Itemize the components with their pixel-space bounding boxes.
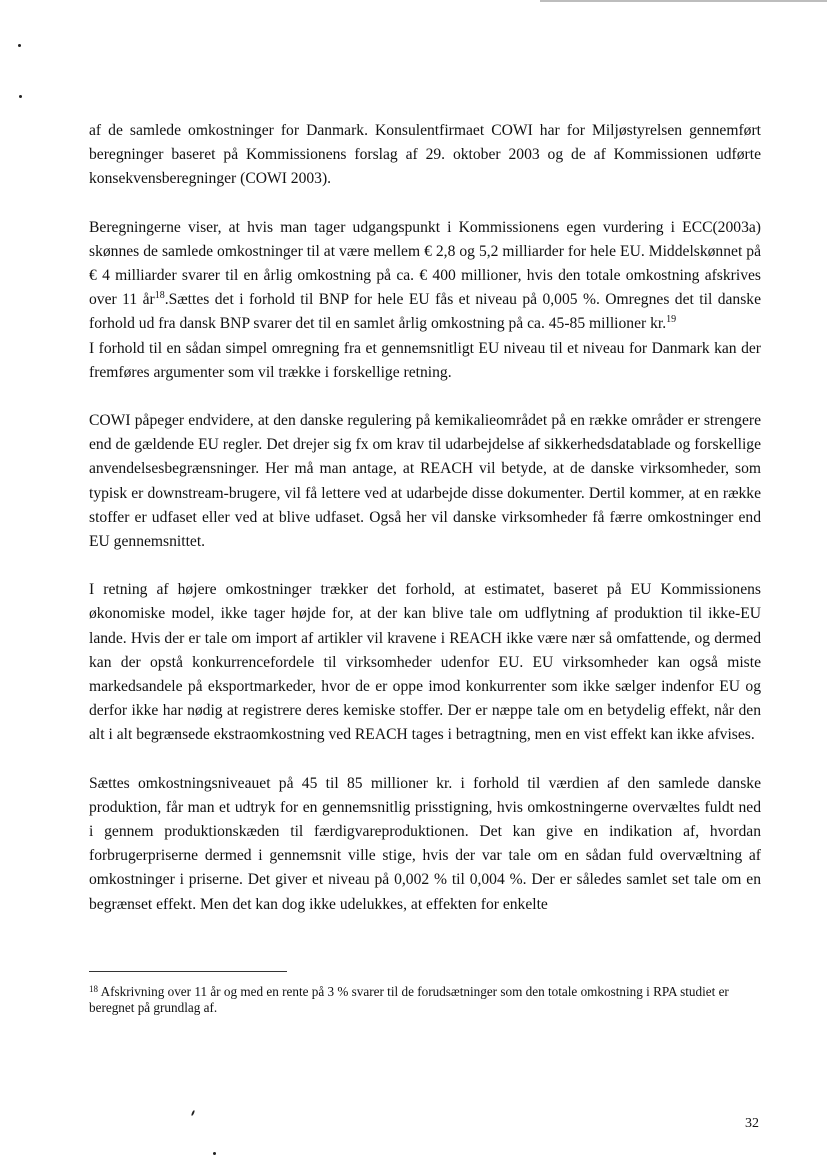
paragraph: COWI påpeger endvidere, at den danske regulering på kemikalieområdet på en række områder er strengere end de gældende EU regler. Det drejer sig fx om krav til udarbejdelse af sikkerhedsdatablade og forskellige anvendelsesbegrænsninger. Her må man antage, at REACH vil betyde, at de danske virksomheder, som typisk er downstream-brugere, vil få lettere ved at udarbejde disse dokumenter. Dertil kommer, at en række stoffer er udfaset eller ved at blive udfaset. Også her vil danske virksomheder få færre omkostninger end EU gennemsnittet. — [89, 412, 761, 551]
footnote-text: Afskrivning over 11 år og med en rente på 3 % svarer til de forudsætninger som den totale omkostning i RPA studiet er beregnet på grundlag af. — [89, 984, 729, 1016]
paragraph: I forhold til en sådan simpel omregning fra et gennemsnitligt EU niveau til et niveau for Danmark kan der fremføres argumenter som vil trække i forskellige retning. — [89, 339, 761, 381]
footnote — [89, 984, 761, 1017]
paragraph: I retning af højere omkostninger trækker det forhold, at estimatet, baseret på EU Kommissionens økonomiske model, ikke tager højde for, at der kan blive tale om udflytning af produktion til ikke-EU lande. Hvis der er tale om import af artikler vil kravene i REACH ikke være nær så omfattende, og dermed kan der opstå konkurrencefordele til virksomheder udenfor EU. EU virksomheder kan også miste markedsandele på eksportmarkeder, hvor de er oppe imod konkurrenter som ikke sælger indenfor EU og derfor ikke har nødig at registrere deres kemiske stoffer. Der er næppe tale om en betydelig effekt, når den alt i alt begrænsede ekstraomkostning ved REACH tages i betragtning, men en vist effekt kan ikke afvises. — [89, 581, 761, 744]
footnote-divider — [89, 971, 287, 972]
footnote-number: 18 — [89, 984, 98, 994]
paragraph-text: Beregningerne viser, at hvis man tager udgangspunkt i Kommissionens egen vurdering i ECC(2003a) skønnes de samlede omkostninger til at være mellem € 2,8 og 5,2 milliarder for hele EU. Middelskønnet på € 4 milliarder svarer til en årlig omkostning på ca. € 400 millioner, hvis den totale omkostning afskrives over 11 år — [89, 218, 761, 309]
paragraph — [89, 216, 761, 337]
paragraph: af de samlede omkostninger for Danmark. Konsulentfirmaet COWI har for Miljøstyrelsen gennemført beregninger baseret på Kommissionens forslag af 29. oktober 2003 og de af Kommissionen udførte konsekvensberegninger (COWI 2003). — [89, 122, 761, 188]
scan-speck — [191, 1110, 195, 1116]
page-number: 32 — [745, 1116, 759, 1131]
paragraph-text: .Sættes det i forhold til BNP for hele EU fås et niveau på 0,005 %. Omregnes det til danske forhold ud fra dansk BNP svarer det til en samlet årlig omkostning på ca. 45-85 millioner kr. — [89, 291, 761, 333]
document-body — [89, 119, 761, 917]
scan-speck — [213, 1152, 216, 1155]
scan-speck — [19, 95, 22, 98]
paragraph: Sættes omkostningsniveauet på 45 til 85 millioner kr. i forhold til værdien af den samlede danske produktion, får man et udtryk for en gennemsnitlig prisstigning, hvis omkostningerne overvæltes fuldt ned i gennem produktionskæden til færdigvareproduktionen. Det kan give en indikation af, hvordan forbrugerpriserne dermed i gennemsnit ville stige, hvis der var tale om en sådan fuld overvæltning af omkostninger i priserne. Det giver et niveau på 0,002 % til 0,004 %. Der er således samlet set tale om en begrænset effekt. Men det kan dog ikke udelukkes, at effekten for enkelte — [89, 774, 761, 913]
scan-speck — [18, 44, 21, 47]
footnote-ref-19[interactable]: 19 — [666, 314, 677, 326]
scan-edge-line — [540, 0, 827, 2]
footnote-ref-18[interactable]: 18 — [154, 290, 165, 302]
